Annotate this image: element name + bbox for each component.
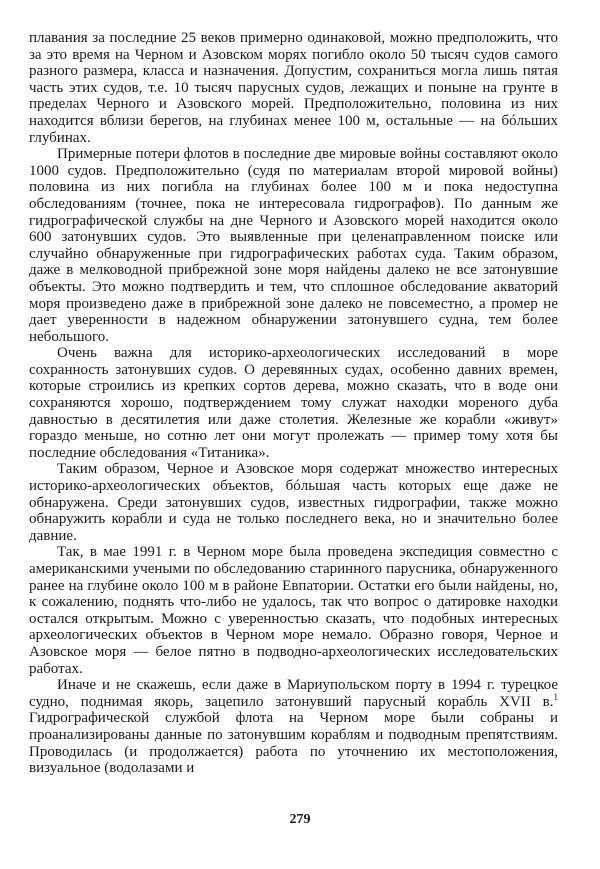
page-number: 279 [289, 812, 311, 827]
paragraph-2: Примерные потери флотов в последние две мировые войны составляют около 1000 судов. Предположительно (судя по материалам второй мировой войны) половина из них погибла на глубинах более 100 м и пока недоступна обследованиям (точнее, пока не интересовала гидрографов). По данным же гидрографической службы на дне Черного и Азовского морей находится около 600 затонувших судов. Это выявленные при целенаправленном поиске или случайно обнаруженные при гидрографических работах суда. Таким образом, даже в мелководной прибрежной зоне моря найдены далеко не все затонувшие объекты. Это можно подтвердить и тем, что сплошное обследование акваторий моря произведено даже в прибрежной зоне далеко не повсеместно, а промер не дает уверенности в надежном обнаружении затонувшего судна, тем более небольшого. [29, 146, 558, 345]
page-body [29, 30, 558, 777]
paragraph-3: Очень важна для историко-археологических исследований в море сохранность затонувших судов. О деревянных судах, особенно давних времен, которые строились из крепких сортов дерева, можно сказать, что в воде они сохраняются хорошо, подтверждением тому служат находки мореного дуба давностью в десятилетия или даже столетия. Железные же корабли «живут» гораздо меньше, но сотню лет они могут пролежать — пример тому хотя бы последние обследования «Титаника». [29, 345, 558, 461]
paragraph-4: Таким образом, Черное и Азовское моря содержат множество интересных историко-археологических объектов, бóльшая часть которых еще даже не обнаружена. Среди затонувших судов, известных гидрографии, также можно обнаружить корабли и суда не только последнего века, но и значительно более давние. [29, 461, 558, 544]
paragraph-6-text-end: Гидрографической службой флота на Черном море были собраны и проанализированы данные по затонувшим кораблям и подводным препятствиям. Проводилась (и продолжается) работа по уточнению их местоположения, визуальное (водолазами и [29, 710, 558, 777]
paragraph-1: плавания за последние 25 веков примерно одинаковой, можно предположить, что за это время на Черном и Азовском морях погибло около 50 тысяч судов самого разного размера, класса и назначения. Допустим, сохраниться могла лишь пятая часть этих судов, т.е. 10 тысяч парусных судов, лежащих и поныне на грунте в пределах Черного и Азовского морей. Предположительно, половина из них находится вблизи берегов, на глубинах менее 100 м, остальные — на бóльших глубинах. [29, 30, 558, 146]
paragraph-6-text-start: Иначе и не скажешь, если даже в Мариупольском порту в 1994 г. турецкое судно, поднимая якорь, зацепило затонувший парусный корабль XVII в. [29, 677, 558, 710]
footnote-marker: 1 [553, 691, 558, 702]
paragraph-5: Так, в мае 1991 г. в Черном море была проведена экспедиция совместно с американскими учеными по обследованию старинного парусника, обнаруженного ранее на глубине около 100 м в районе Евпатории. Остатки его были найдены, но, к сожалению, поднять что-либо не удалось, так что вопрос о датировке находки остался открытым. Можно с уверенностью сказать, что подобных интересных археологических объектов в Черном море немало. Образно говоря, Черное и Азовское моря — белое пятно в подводно-археологических исследовательских работах. [29, 544, 558, 677]
paragraph-6 [29, 677, 558, 777]
